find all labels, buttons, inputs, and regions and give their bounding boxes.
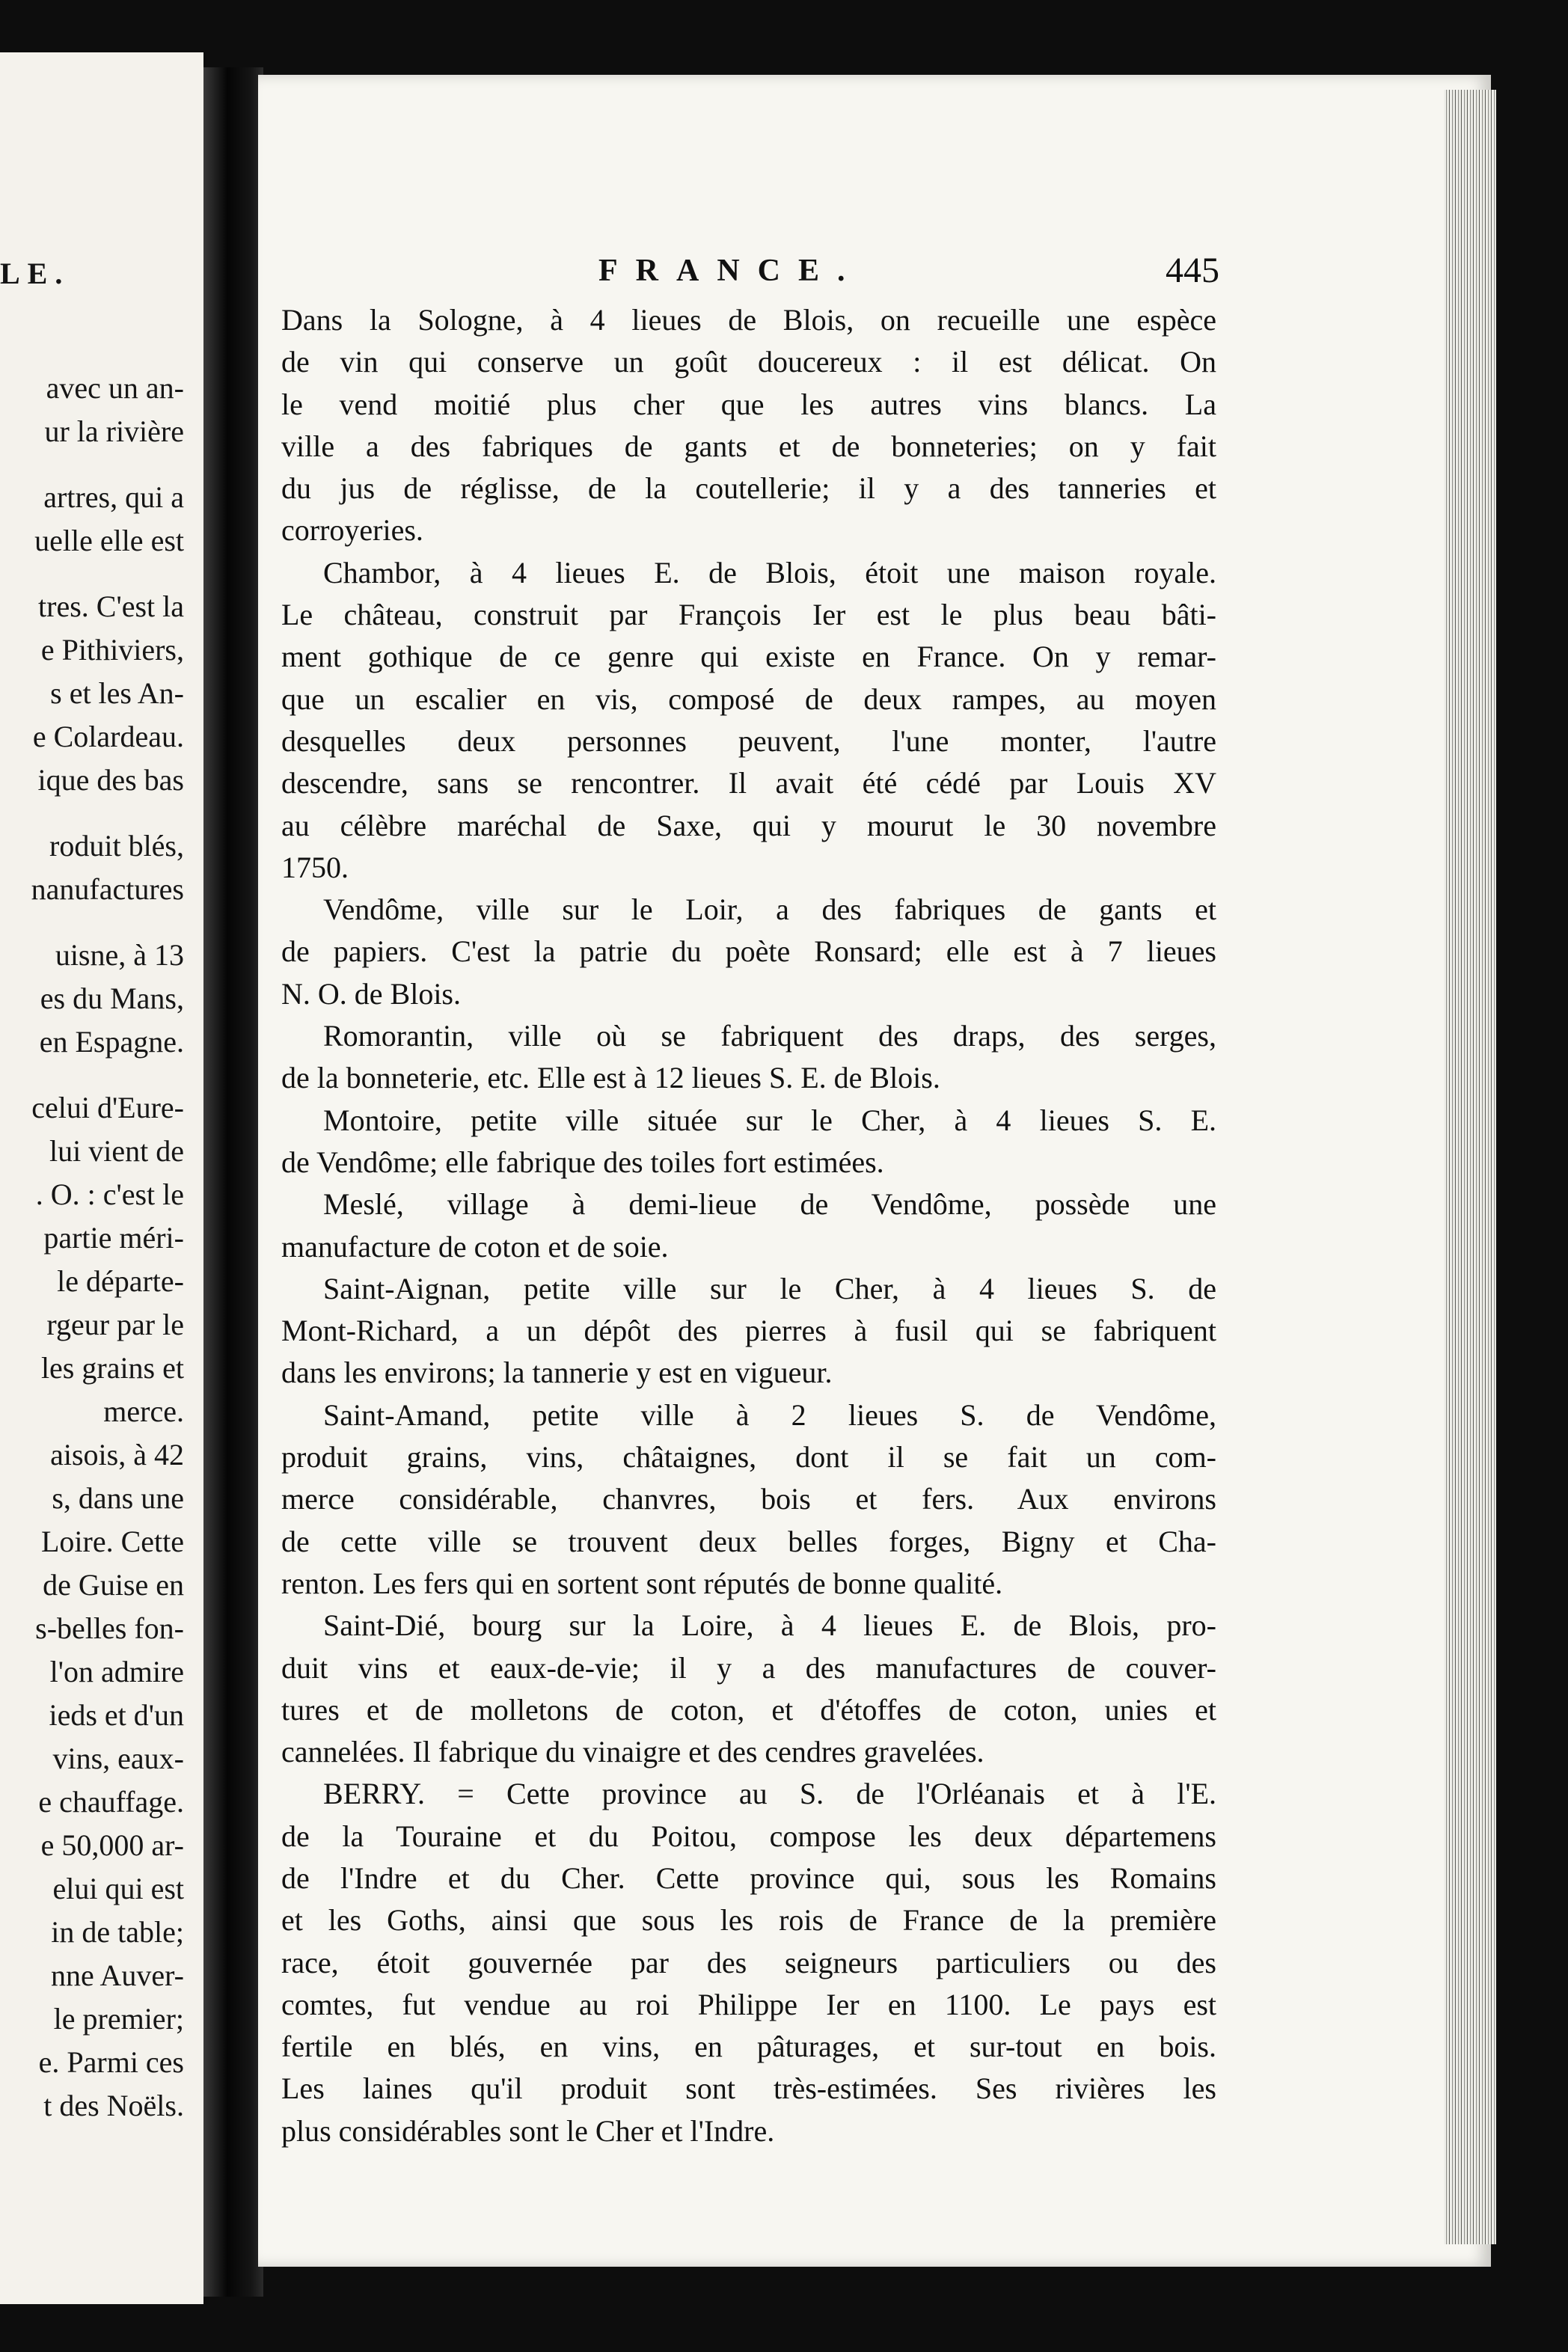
left-page-line: e. Parmi ces: [38, 2045, 184, 2079]
text-line: manufacture de coton et de soie.: [281, 1229, 669, 1264]
text-line: renton. Les fers qui en sortent sont réputés de bonne qualité.: [281, 1566, 1003, 1600]
left-page-line: ieds et d'un: [49, 1698, 184, 1732]
text-line: fertile en blés, en vins, en pâturages, et sur-tout en bois.: [281, 2030, 1216, 2064]
text-line: comtes, fut vendue au roi Philippe Ier en 1100. Le pays est: [281, 1987, 1216, 2021]
text-line: de vin qui conserve un goût doucereux : il est délicat. On: [281, 345, 1216, 379]
text-line: que un escalier en vis, composé de deux rampes, au moyen: [281, 682, 1216, 716]
left-facing-page: [0, 52, 203, 2304]
text-line: merce considérable, chanvres, bois et fers. Aux environs: [281, 1482, 1216, 1516]
text-line: duit vins et eaux-de-vie; il y a des manufactures de couver-: [281, 1650, 1216, 1685]
left-page-line: uelle elle est: [34, 524, 184, 557]
text-line: Mont-Richard, a un dépôt des pierres à fusil qui se fabriquent: [281, 1314, 1216, 1348]
left-page-line: roduit blés,: [49, 829, 184, 863]
text-line: descendre, sans se rencontrer. Il avait été cédé par Louis XV: [281, 766, 1216, 800]
left-page-line: es du Mans,: [40, 981, 184, 1015]
left-page-line: s et les An-: [50, 676, 184, 710]
left-page-line: merce.: [103, 1394, 184, 1428]
text-line: desquelles deux personnes peuvent, l'une monter, l'autre: [281, 723, 1216, 758]
text-line: Dans la Sologne, à 4 lieues de Blois, on recueille une espèce: [281, 303, 1216, 337]
left-page-line: le premier;: [53, 2002, 184, 2036]
left-page-line: t des Noëls.: [43, 2089, 184, 2122]
text-line: Montoire, petite ville située sur le Cher, à 4 lieues S. E.: [323, 1103, 1216, 1137]
text-line: au célèbre maréchal de Saxe, qui y mourut le 30 novembre: [281, 808, 1216, 842]
text-line: N. O. de Blois.: [281, 976, 461, 1011]
text-line: ment gothique de ce genre qui existe en France. On y remar-: [281, 640, 1216, 674]
left-page-line: [31, 563, 184, 585]
left-page-line: [31, 453, 184, 476]
text-line: le vend moitié plus cher que les autres vins blancs. La: [281, 387, 1216, 421]
left-page-line: lui vient de: [49, 1134, 184, 1168]
book-gutter: [203, 67, 263, 2297]
running-header: [284, 253, 1219, 298]
text-line: dans les environs; la tannerie y est en vigueur.: [281, 1356, 833, 1390]
text-line: corroyeries.: [281, 513, 423, 548]
left-page-line: aisois, à 42: [50, 1438, 184, 1471]
text-line: tures et de molletons de coton, et d'étoffes de coton, unies et: [281, 1692, 1216, 1727]
left-page-line: rgeur par le: [46, 1308, 184, 1341]
text-line: Meslé, village à demi-lieue de Vendôme, possède une: [323, 1187, 1216, 1222]
left-page-line: s-belles fon-: [35, 1611, 184, 1645]
text-line: Saint-Dié, bourg sur la Loire, à 4 lieues E. de Blois, pro-: [323, 1608, 1216, 1643]
left-page-line: . O. : c'est le: [35, 1177, 184, 1211]
text-line: produit grains, vins, châtaignes, dont il se fait un com-: [281, 1440, 1216, 1474]
page-number: 445: [1166, 251, 1219, 290]
text-line: 1750.: [281, 850, 349, 884]
left-page-line: in de table;: [51, 1915, 184, 1949]
left-page-line: ur la rivière: [44, 414, 184, 448]
left-page-line: l'on admire: [49, 1655, 184, 1688]
left-page-line: nne Auver-: [50, 1959, 184, 1992]
left-page-line: Loire. Cette: [40, 1525, 184, 1558]
text-line: ville a des fabriques de gants et de bonneteries; on y fait: [281, 429, 1216, 463]
text-line: de l'Indre et du Cher. Cette province qui, sous les Romains: [281, 1861, 1216, 1895]
text-line: Vendôme, ville sur le Loir, a des fabriques de gants et: [323, 892, 1216, 927]
left-page-line: celui d'Eure-: [31, 1091, 184, 1124]
left-page-line: uisne, à 13: [55, 938, 184, 972]
text-line: plus considérables sont le Cher et l'Indre.: [281, 2113, 775, 2148]
text-line: de cette ville se trouvent deux belles forges, Bigny et Cha-: [281, 1524, 1216, 1558]
left-page-line: [31, 802, 184, 824]
left-page-line: les grains et: [40, 1351, 184, 1385]
left-page-text: [31, 367, 184, 2128]
left-page-line: avec un an-: [46, 371, 184, 405]
left-page-line: s, dans une: [52, 1481, 184, 1515]
page-edges: [1444, 90, 1496, 2244]
left-page-line: vins, eaux-: [52, 1742, 184, 1775]
text-line: cannelées. Il fabrique du vinaigre et des cendres gravelées.: [281, 1735, 984, 1769]
text-line: de la Touraine et du Poitou, compose les deux départemens: [281, 1819, 1216, 1853]
text-line: BERRY. = Cette province au S. de l'Orléanais et à l'E.: [323, 1777, 1216, 1811]
left-page-line: le départe-: [57, 1264, 184, 1298]
text-line: Le château, construit par François Ier est le plus beau bâti-: [281, 598, 1216, 632]
text-line: de papiers. C'est la patrie du poète Ronsard; elle est à 7 lieues: [281, 934, 1216, 969]
left-page-line: [31, 1064, 184, 1086]
text-line: race, étoit gouvernée par des seigneurs particuliers ou des: [281, 1945, 1216, 1979]
left-page-line: e 50,000 ar-: [40, 1828, 184, 1862]
text-line: Saint-Aignan, petite ville sur le Cher, à 4 lieues S. de: [323, 1271, 1216, 1305]
left-page-line: e Pithiviers,: [40, 633, 184, 667]
body-text: [281, 299, 1216, 2152]
text-line: Chambor, à 4 lieues E. de Blois, étoit une maison royale.: [323, 555, 1216, 589]
left-page-line: [31, 911, 184, 934]
text-line: de la bonneterie, etc. Elle est à 12 lieues S. E. de Blois.: [281, 1061, 940, 1095]
text-line: Romorantin, ville où se fabriquent des draps, des serges,: [323, 1019, 1216, 1053]
left-page-line: nanufactures: [31, 872, 184, 906]
left-page-line: ique des bas: [37, 763, 184, 797]
text-line: de Vendôme; elle fabrique des toiles fort estimées.: [281, 1145, 884, 1179]
text-line: Saint-Amand, petite ville à 2 lieues S. de Vendôme,: [323, 1397, 1216, 1432]
left-page-header: LE.: [0, 257, 70, 290]
left-page-line: en Espagne.: [39, 1025, 184, 1059]
left-page-line: e chauffage.: [38, 1785, 184, 1819]
left-page-line: e Colardeau.: [32, 720, 184, 753]
running-title: FRANCE.: [598, 254, 863, 288]
text-line: Les laines qu'il produit sont très-estimées. Ses rivières les: [281, 2071, 1216, 2106]
left-page-line: elui qui est: [52, 1872, 184, 1905]
left-page-line: artres, qui a: [43, 480, 184, 514]
left-page-line: partie méri-: [43, 1221, 184, 1255]
left-page-line: de Guise en: [43, 1568, 184, 1602]
left-page-line: tres. C'est la: [38, 589, 184, 623]
text-line: et les Goths, ainsi que sous les rois de France de la première: [281, 1903, 1216, 1938]
text-line: du jus de réglisse, de la coutellerie; il y a des tanneries et: [281, 471, 1216, 506]
